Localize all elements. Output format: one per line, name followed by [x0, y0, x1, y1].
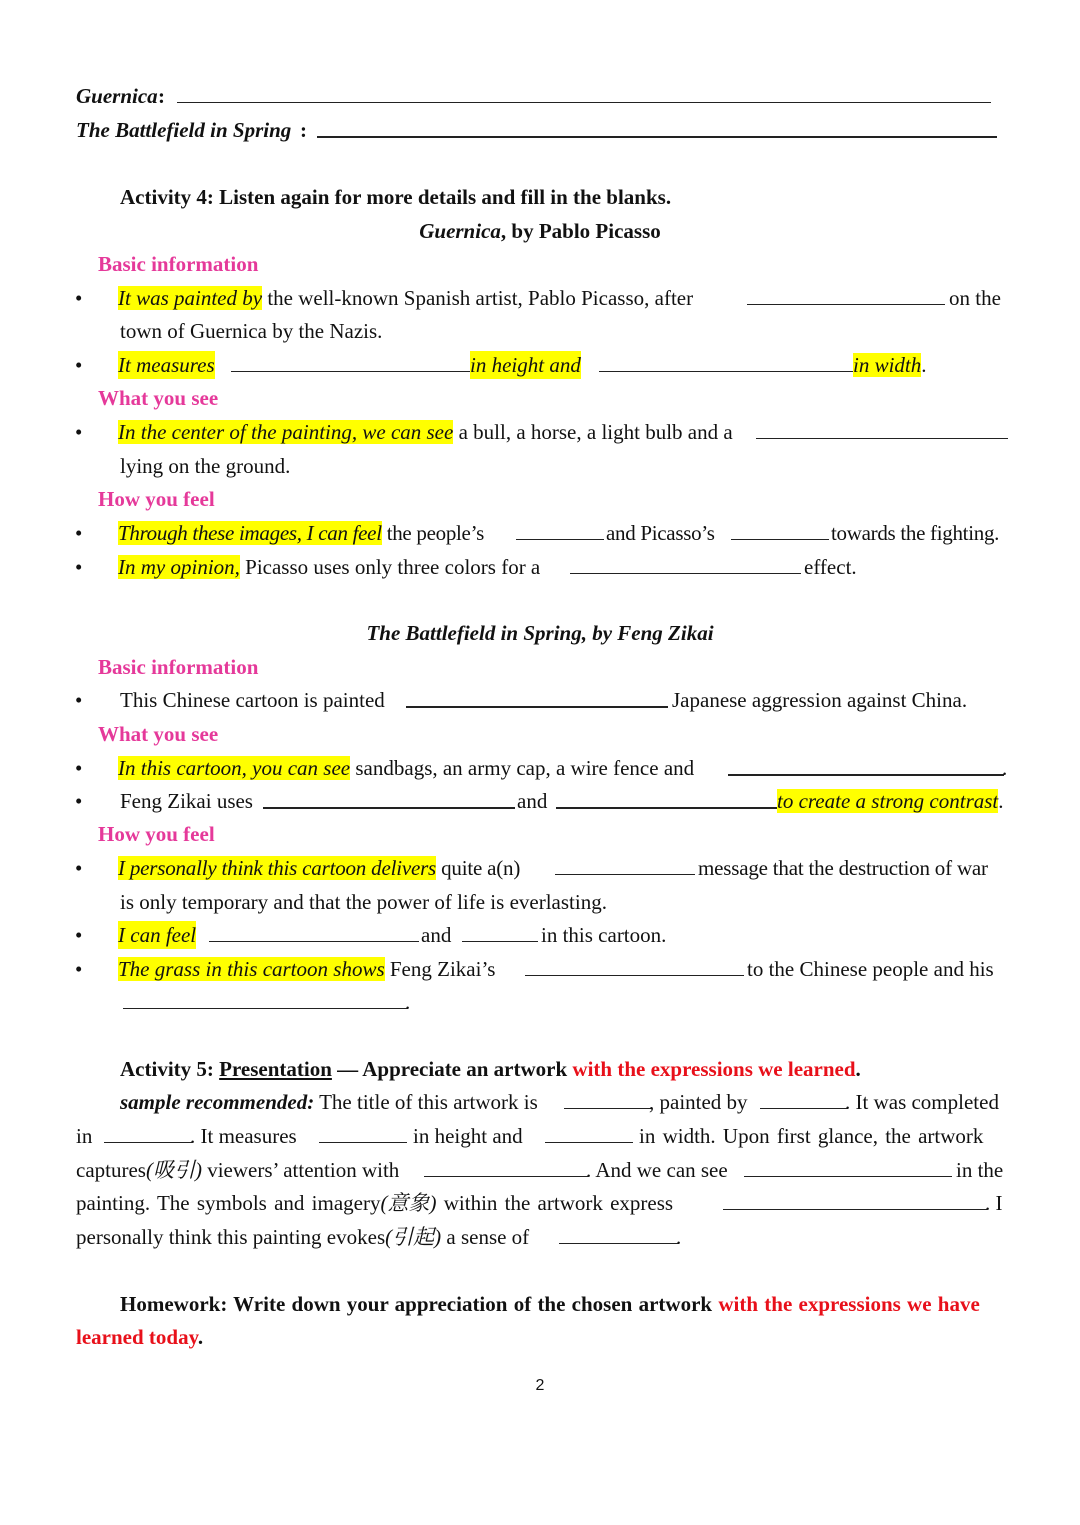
bullet-icon: • [75, 756, 83, 780]
phrase-highlight: It was painted by [118, 286, 263, 310]
phrase-highlight: to create a strong contrast [777, 789, 999, 813]
artist-blank[interactable] [760, 1088, 848, 1109]
year-blank[interactable] [104, 1122, 192, 1143]
height-blank[interactable] [319, 1122, 407, 1143]
height-blank[interactable] [231, 351, 471, 372]
guernica-answer-blank[interactable] [177, 82, 991, 103]
content-blank[interactable] [744, 1156, 952, 1177]
phrase-highlight: I can feel [118, 923, 197, 947]
feeling-blank-2[interactable] [462, 921, 538, 942]
bullet-icon: • [75, 555, 83, 579]
hope-blank[interactable] [123, 988, 408, 1009]
event-blank[interactable] [747, 284, 945, 305]
battlefield-section-title: The Battlefield in Spring, by Feng Zikai [366, 621, 714, 645]
bullet-icon: • [75, 923, 83, 947]
phrase-highlight: in height and [470, 353, 581, 377]
title-blank[interactable] [564, 1088, 652, 1109]
technique-blank-2[interactable] [556, 787, 777, 809]
bullet-icon: • [75, 286, 83, 310]
width-blank[interactable] [545, 1122, 633, 1143]
guernica-label: Guernica [76, 84, 158, 108]
phrase-highlight: Through these images, I can feel [118, 521, 382, 545]
sample-label: sample recommended: [120, 1090, 315, 1114]
phrase-highlight: in width [853, 353, 922, 377]
phrase-highlight: In the center of the painting, we can see [118, 420, 454, 444]
guernica-section-title: Guernica, by Pablo Picasso [419, 219, 661, 243]
bullet-icon: • [75, 688, 83, 712]
technique-blank-1[interactable] [263, 787, 515, 809]
feeling-blank[interactable] [516, 519, 604, 540]
effect-blank[interactable] [570, 553, 801, 574]
express-blank[interactable] [723, 1189, 987, 1210]
bullet-icon: • [75, 420, 83, 444]
phrase-highlight: It measures [118, 353, 215, 377]
phrase-highlight: The grass in this cartoon shows [118, 957, 385, 981]
page-number: 2 [535, 1377, 545, 1394]
phrase-highlight: In this cartoon, you can see [118, 756, 351, 780]
bullet-icon: • [75, 856, 83, 880]
phrase-highlight: I personally think this cartoon delivers [118, 856, 437, 880]
attitude-blank[interactable] [731, 519, 829, 540]
battlefield-label: The Battlefield in Spring [76, 118, 292, 142]
bullet-icon: • [75, 353, 83, 377]
presentation-label: Presentation [219, 1057, 332, 1081]
feeling-blank-1[interactable] [209, 921, 419, 942]
time-blank[interactable] [406, 686, 668, 708]
phrase-highlight: In my opinion, [118, 555, 240, 579]
width-blank[interactable] [599, 351, 853, 372]
battlefield-answer-blank[interactable] [317, 116, 997, 138]
object-blank[interactable] [728, 754, 1004, 776]
message-blank[interactable] [555, 854, 695, 875]
attention-blank[interactable] [424, 1156, 588, 1177]
sense-blank[interactable] [559, 1223, 679, 1244]
object-blank[interactable] [756, 418, 1008, 439]
bullet-icon: • [75, 789, 83, 813]
feeling-blank-3[interactable] [525, 955, 744, 976]
bullet-icon: • [75, 957, 83, 981]
bullet-icon: • [75, 521, 83, 545]
